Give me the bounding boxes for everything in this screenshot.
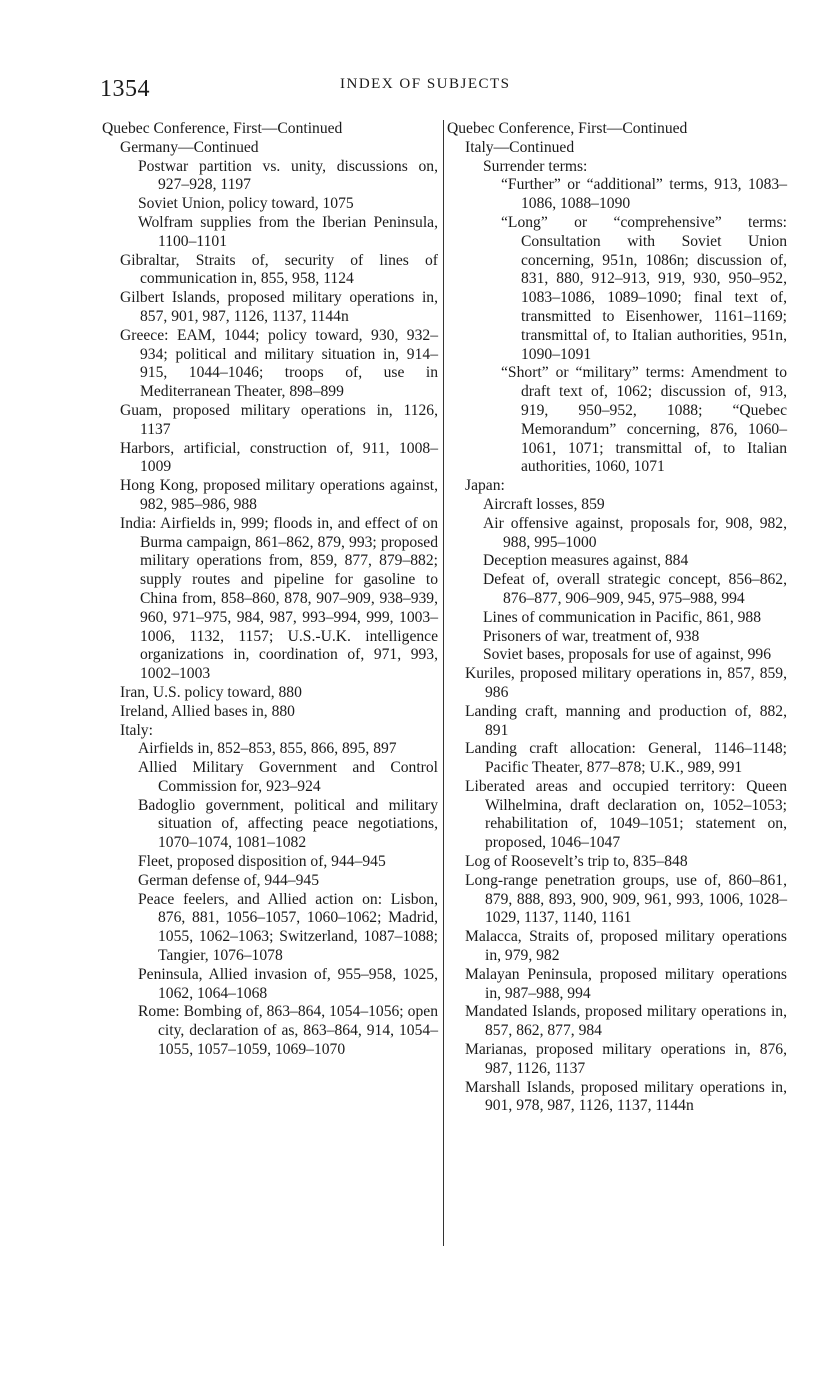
index-entry: Rome: Bombing of, 863–864, 1054–1056; open city, declaration of as, 863–864, 914, 1054–1055, 1057–1059, 1069–1070 xyxy=(138,1003,438,1059)
index-entry: Mandated Islands, proposed military operations in, 857, 862, 877, 984 xyxy=(465,1003,787,1040)
index-entry: Quebec Conference, First—Continued xyxy=(447,120,688,137)
index-entry: Hong Kong, proposed military operations against, 982, 985–986, 988 xyxy=(120,477,438,513)
index-entry: Prisoners of war, treatment of, 938 xyxy=(483,627,700,645)
index-entry: Aircraft losses, 859 xyxy=(483,495,605,513)
index-entry: Defeat of, overall strategic concept, 856–862, 876–877, 906–909, 945, 975–988, 994 xyxy=(483,571,787,607)
index-entry: Badoglio government, political and military situation of, affecting peace negotiations, 1070–1074, 1081–1082 xyxy=(138,796,438,852)
index-entry: “Further” or “additional” terms, 913, 1083–1086, 1088–1090 xyxy=(501,176,787,213)
index-entry: Log of Roosevelt’s trip to, 835–848 xyxy=(465,853,688,871)
right-index-column xyxy=(447,120,787,1116)
index-entry: India: Airfields in, 999; floods in, and effect of on Burma campaign, 861–862, 879, 993; proposed military operations from, 859, 877, 879–882; supply routes and pipeline for gasoline to China from, 858–860, 878, 907–909, 938–939, 960, 971–975, 984, 987, 993–994, 999, 1003–1006, 1132, 1157; U.S.-U.K. intelligence organizations in, coordination of, 971, 993, 1002–1003 xyxy=(120,514,438,683)
index-entry: Wolfram supplies from the Iberian Peninsula, 1100–1101 xyxy=(138,213,438,250)
index-entry: Surrender terms: xyxy=(483,157,588,175)
index-entry: Ireland, Allied bases in, 880 xyxy=(120,702,295,720)
left-index-column xyxy=(102,120,438,1060)
column-divider xyxy=(443,120,444,1246)
index-entry: Fleet, proposed disposition of, 944–945 xyxy=(138,853,386,871)
index-entry: Quebec Conference, First—Continued xyxy=(102,120,343,137)
index-entry: Gilbert Islands, proposed military operations in, 857, 901, 987, 1126, 1137, 1144n xyxy=(120,289,438,325)
index-entry: Soviet Union, policy toward, 1075 xyxy=(138,195,354,213)
index-entry: Japan: xyxy=(465,477,505,495)
index-entry: Air offensive against, proposals for, 908, 982, 988, 995–1000 xyxy=(483,514,787,551)
index-entry: Malayan Peninsula, proposed military operations in, 987–988, 994 xyxy=(465,965,787,1002)
index-entry: Landing craft, manning and production of, 882, 891 xyxy=(465,702,787,739)
index-entry: Liberated areas and occupied territory: Queen Wilhelmina, draft declaration on, 1052–1053; rehabilitation of, 1049–1051; statement on, proposed, 1046–1047 xyxy=(465,777,787,852)
index-entry: Deception measures against, 884 xyxy=(483,552,689,570)
index-entry: Greece: EAM, 1044; policy toward, 930, 932–934; political and military situation in, 914–915, 1044–1046; troops of, use in Mediterranean Theater, 898–899 xyxy=(120,326,438,401)
running-head: INDEX OF SUBJECTS xyxy=(340,76,511,92)
index-entry: Gibraltar, Straits of, security of lines of communication in, 855, 958, 1124 xyxy=(120,251,438,288)
index-entry: Italy—Continued xyxy=(465,138,575,156)
index-entry: Allied Military Government and Control Commission for, 923–924 xyxy=(138,759,438,795)
index-entry: Harbors, artificial, construction of, 911, 1008–1009 xyxy=(120,439,438,476)
index-entry: “Long” or “comprehensive” terms: Consultation with Soviet Union concerning, 951n, 1086n; discussion of, 831, 880, 912–913, 919, 930, 950–952, 1083–1086, 1089–1090; final text of, transmitted to Eisenhower, 1161–1169; transmittal of, to Italian authorities, 951n, 1090–1091 xyxy=(501,213,787,363)
index-entry: Soviet bases, proposals for use of against, 996 xyxy=(483,646,772,664)
index-entry: Iran, U.S. policy toward, 880 xyxy=(120,683,302,701)
index-entry: Airfields in, 852–853, 855, 866, 895, 897 xyxy=(138,740,397,758)
index-entry: Malacca, Straits of, proposed military operations in, 979, 982 xyxy=(465,928,787,965)
index-entry: Marianas, proposed military operations in, 876, 987, 1126, 1137 xyxy=(465,1041,787,1077)
index-entry: Landing craft allocation: General, 1146–1148; Pacific Theater, 877–878; U.K., 989, 991 xyxy=(465,740,787,777)
index-entry: Italy: xyxy=(120,721,153,739)
index-entry: Lines of communication in Pacific, 861, 988 xyxy=(483,608,762,626)
index-entry: Long-range penetration groups, use of, 860–861, 879, 888, 893, 900, 909, 961, 993, 1006, 1028–1029, 1137, 1140, 1161 xyxy=(465,871,787,927)
index-entry: Kuriles, proposed military operations in, 857, 859, 986 xyxy=(465,665,787,701)
index-entry: Peninsula, Allied invasion of, 955–958, 1025, 1062, 1064–1068 xyxy=(138,965,438,1002)
index-entry: Postwar partition vs. unity, discussions on, 927–928, 1197 xyxy=(138,157,438,194)
index-entry: Marshall Islands, proposed military operations in, 901, 978, 987, 1126, 1137, 1144n xyxy=(465,1078,787,1115)
index-entry: German defense of, 944–945 xyxy=(138,871,320,889)
index-entry: Germany—Continued xyxy=(120,138,259,156)
index-entry: “Short” or “military” terms: Amendment to draft text of, 1062; discussion of, 913, 919, 950–952, 1088; “Quebec Memorandum” concerning, 876, 1060–1061, 1071; transmittal of, to Italian authorities, 1060, 1071 xyxy=(501,364,787,476)
index-entry: Guam, proposed military operations in, 1126, 1137 xyxy=(120,401,438,438)
index-entry: Peace feelers, and Allied action on: Lisbon, 876, 881, 1056–1057, 1060–1062; Madrid, 1055, 1062–1063; Switzerland, 1087–1088; Tangier, 1076–1078 xyxy=(138,890,438,965)
page-number: 1354 xyxy=(100,76,150,102)
